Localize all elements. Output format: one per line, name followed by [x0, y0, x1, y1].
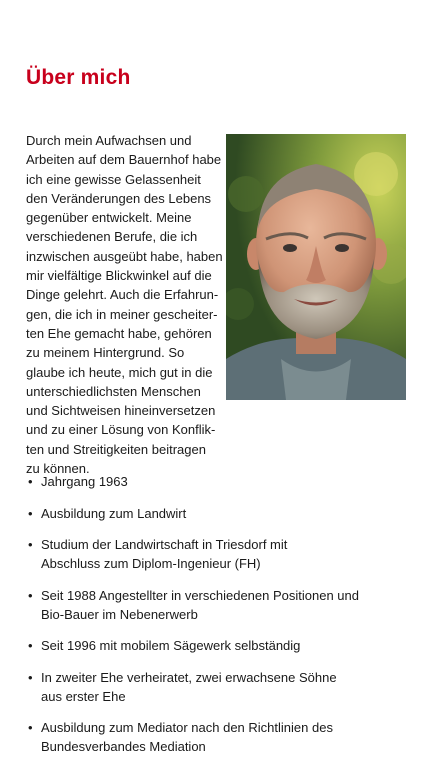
bullet-marker: •	[28, 505, 33, 521]
list-item	[26, 535, 416, 573]
bullet-marker: •	[28, 537, 33, 552]
bullet-marker: •	[28, 474, 33, 489]
list-item	[26, 472, 416, 491]
intro-line: gegenüber entwickelt. Meine	[26, 210, 192, 226]
list-item	[26, 504, 416, 523]
list-item-text: aus erster Ehe	[41, 688, 126, 704]
intro-line: zu können.	[26, 461, 90, 477]
bullet-marker: •	[28, 720, 33, 735]
intro-line: gen, die ich in meiner gescheiter-	[26, 306, 218, 322]
intro-line: ten Ehe gemacht habe, gehören	[26, 325, 212, 341]
intro-line: zu meinem Hintergrund. So	[26, 345, 185, 361]
intro-line: und zu einer Lösung von Konflik-	[26, 422, 216, 438]
intro-line: inzwischen ausgeübt habe, haben	[26, 248, 223, 264]
list-item	[26, 668, 416, 706]
list-item-text: Studium der Landwirtschaft in Triesdorf mit	[41, 537, 288, 552]
portrait-photo	[226, 134, 406, 400]
list-item-text: Abschluss zum Diplom-Ingenieur (FH)	[41, 556, 261, 571]
list-item-text: In zweiter Ehe verheiratet, zwei erwachsene Söhne	[41, 669, 337, 685]
intro-line: unterschiedlichsten Menschen	[26, 383, 201, 399]
list-item-text: Jahrgang 1963	[41, 474, 128, 489]
intro-line: glaube ich heute, mich gut in die	[26, 364, 213, 380]
list-item	[26, 718, 416, 756]
intro-line: den Veränderungen des Lebens	[26, 190, 212, 206]
list-item-text: Seit 1996 mit mobilem Sägewerk selbständig	[41, 638, 301, 653]
list-item-text: Ausbildung zum Mediator nach den Richtlinien des	[41, 720, 333, 735]
bullet-marker: •	[28, 669, 33, 685]
intro-line: Arbeiten auf dem Bauernhof habe	[26, 152, 222, 168]
intro-line: ten und Streitigkeiten beitragen	[26, 441, 206, 457]
list-item-text: Ausbildung zum Landwirt	[41, 505, 187, 521]
intro-line: Dinge gelehrt. Auch die Erfahrun-	[26, 287, 219, 303]
facts-list	[26, 472, 416, 769]
page-title: Über mich	[26, 66, 131, 89]
intro-line: mir vielfältige Blickwinkel auf die	[26, 268, 212, 284]
intro-paragraph	[26, 131, 222, 478]
intro-line: und Sichtweisen hineinversetzen	[26, 403, 216, 419]
list-item	[26, 586, 416, 624]
intro-line: verschiedenen Berufe, die ich	[26, 229, 198, 245]
intro-line: Durch mein Aufwachsen und	[26, 133, 192, 148]
list-item-text: Bundesverbandes Mediation	[41, 739, 206, 754]
bullet-marker: •	[28, 638, 33, 653]
bullet-marker: •	[28, 587, 33, 603]
list-item	[26, 636, 416, 655]
list-item-text: Seit 1988 Angestellter in verschiedenen Positionen und	[41, 587, 359, 603]
list-item-text: Bio-Bauer im Nebenerwerb	[41, 606, 198, 622]
intro-line: ich eine gewisse Gelassenheit	[26, 171, 201, 187]
